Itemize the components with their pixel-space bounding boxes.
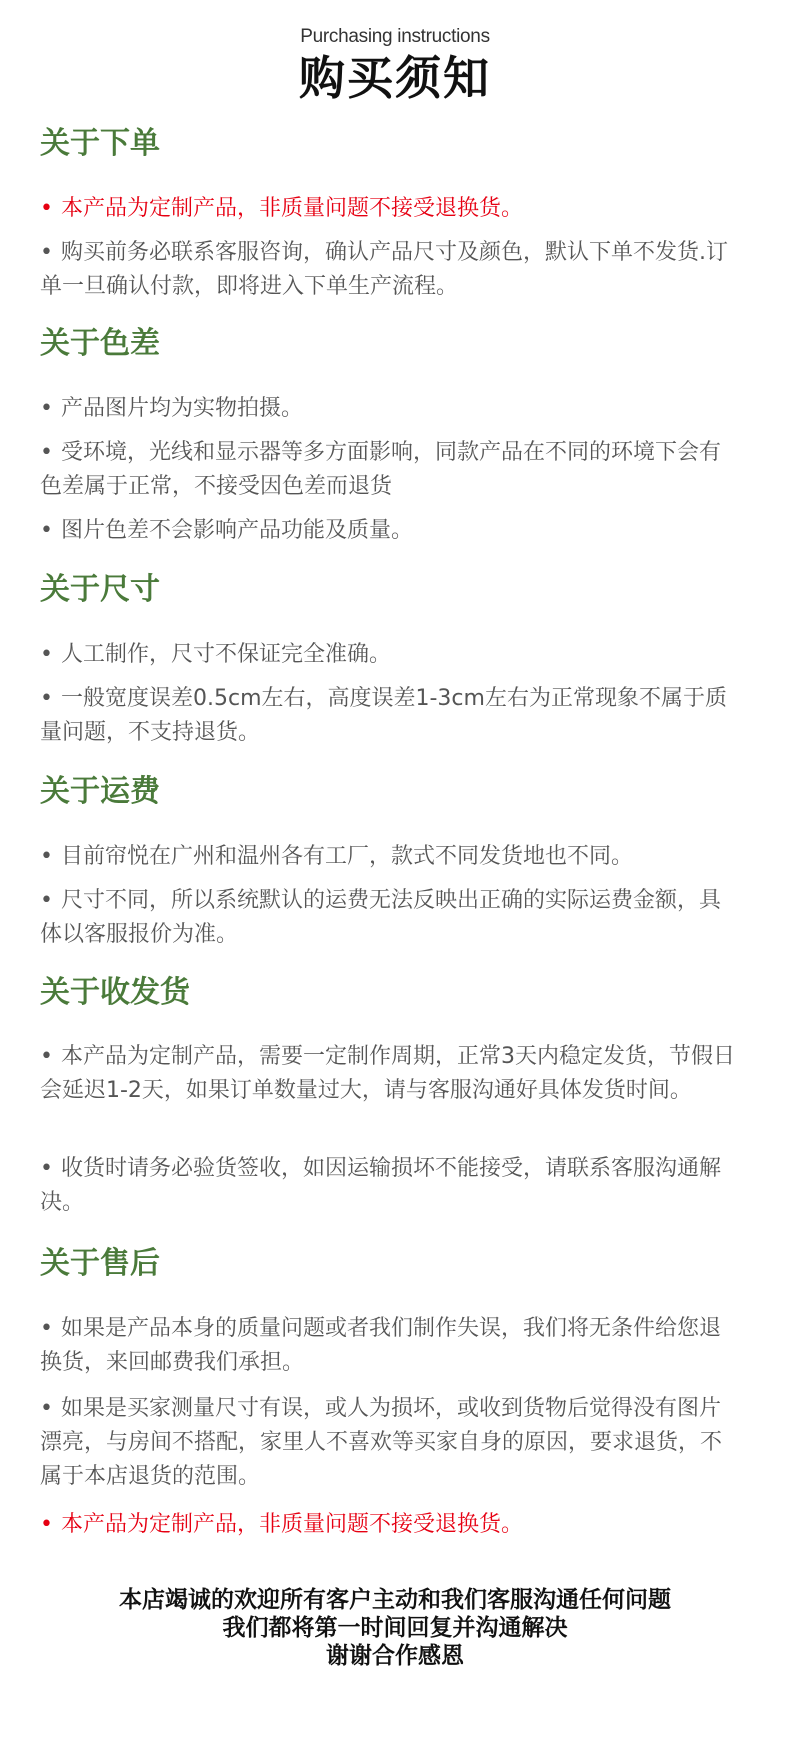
page-subtitle: Purchasing instructions [300,26,490,47]
bullet-icon: • [40,440,53,465]
notice-item [40,884,740,952]
bullet-icon: • [40,686,53,711]
notice-text: 如果是买家测量尺寸有误，或人为损坏，或收到货物后觉得没有图片漂亮，与房间不搭配，家里人不喜欢等买家自身的原因，要求退货，不属于本店退货的范围。 [40,1396,723,1489]
notice-item [40,1392,740,1494]
notice-item [40,192,740,226]
notice-text: 本产品为定制产品，非质量问题不接受退换货。 [60,196,523,221]
bullet-icon: • [40,196,53,221]
notice-item [40,1312,740,1380]
notice-item [40,840,740,874]
bullet-icon: • [40,888,53,913]
notice-item [40,1508,740,1542]
bullet-icon: • [40,1044,53,1069]
bullet-icon: • [40,1512,53,1537]
section-heading-order: 关于下单 [40,126,160,161]
section-heading-after-sales: 关于售后 [40,1246,160,1281]
bullet-icon: • [40,518,53,543]
section-heading-color-difference: 关于色差 [40,326,160,361]
notice-text: 图片色差不会影响产品功能及质量。 [60,518,413,543]
bullet-icon: • [40,396,53,421]
notice-text: 尺寸不同，所以系统默认的运费无法反映出正确的实际运费金额，具体以客服报价为准。 [40,888,721,947]
closing-message [0,1586,790,1670]
closing-line: 我们都将第一时间回复并沟通解决 [222,1615,568,1641]
bullet-icon: • [40,1156,53,1181]
closing-line: 谢谢合作感恩 [326,1643,464,1669]
bullet-icon: • [40,240,53,265]
notice-text: 产品图片均为实物拍摄。 [60,396,303,421]
notice-text: 受环境，光线和显示器等多方面影响，同款产品在不同的环境下会有色差属于正常，不接受因色差而退货 [40,440,721,499]
notice-item [40,1040,740,1108]
notice-text: 如果是产品本身的质量问题或者我们制作失误，我们将无条件给您退换货，来回邮费我们承担。 [40,1316,721,1375]
notice-item [40,1152,740,1220]
notice-text: 目前帘悦在广州和温州各有工厂，款式不同发货地也不同。 [60,844,633,869]
notice-text: 一般宽度误差0.5cm左右，高度误差1-3cm左右为正常现象不属于质量问题，不支持退货。 [40,686,727,745]
bullet-icon: • [40,642,53,667]
page-header [0,26,790,106]
closing-line: 本店竭诚的欢迎所有客户主动和我们客服沟通任何问题 [119,1587,671,1613]
notice-item [40,436,740,504]
notice-item [40,236,740,304]
notice-text: 收货时请务必验货签收，如因运输损坏不能接受，请联系客服沟通解决。 [40,1156,721,1215]
bullet-icon: • [40,844,53,869]
notice-text: 人工制作，尺寸不保证完全准确。 [60,642,391,667]
notice-item [40,638,740,672]
notice-item [40,392,740,426]
notice-text: 本产品为定制产品，非质量问题不接受退换货。 [60,1512,523,1537]
page-title: 购买须知 [299,51,491,105]
section-heading-shipping-fee: 关于运费 [40,774,160,809]
bullet-icon: • [40,1396,53,1421]
notice-text: 本产品为定制产品，需要一定制作周期，正常3天内稳定发货，节假日会延迟1-2天，如果订单数量过大，请与客服沟通好具体发货时间。 [40,1044,735,1103]
notice-item [40,514,740,548]
section-heading-delivery: 关于收发货 [40,975,190,1010]
notice-item [40,682,740,750]
bullet-icon: • [40,1316,53,1341]
notice-text: 购买前务必联系客服咨询，确认产品尺寸及颜色，默认下单不发货.订单一旦确认付款，即将进入下单生产流程。 [40,240,728,299]
section-heading-size: 关于尺寸 [40,572,160,607]
